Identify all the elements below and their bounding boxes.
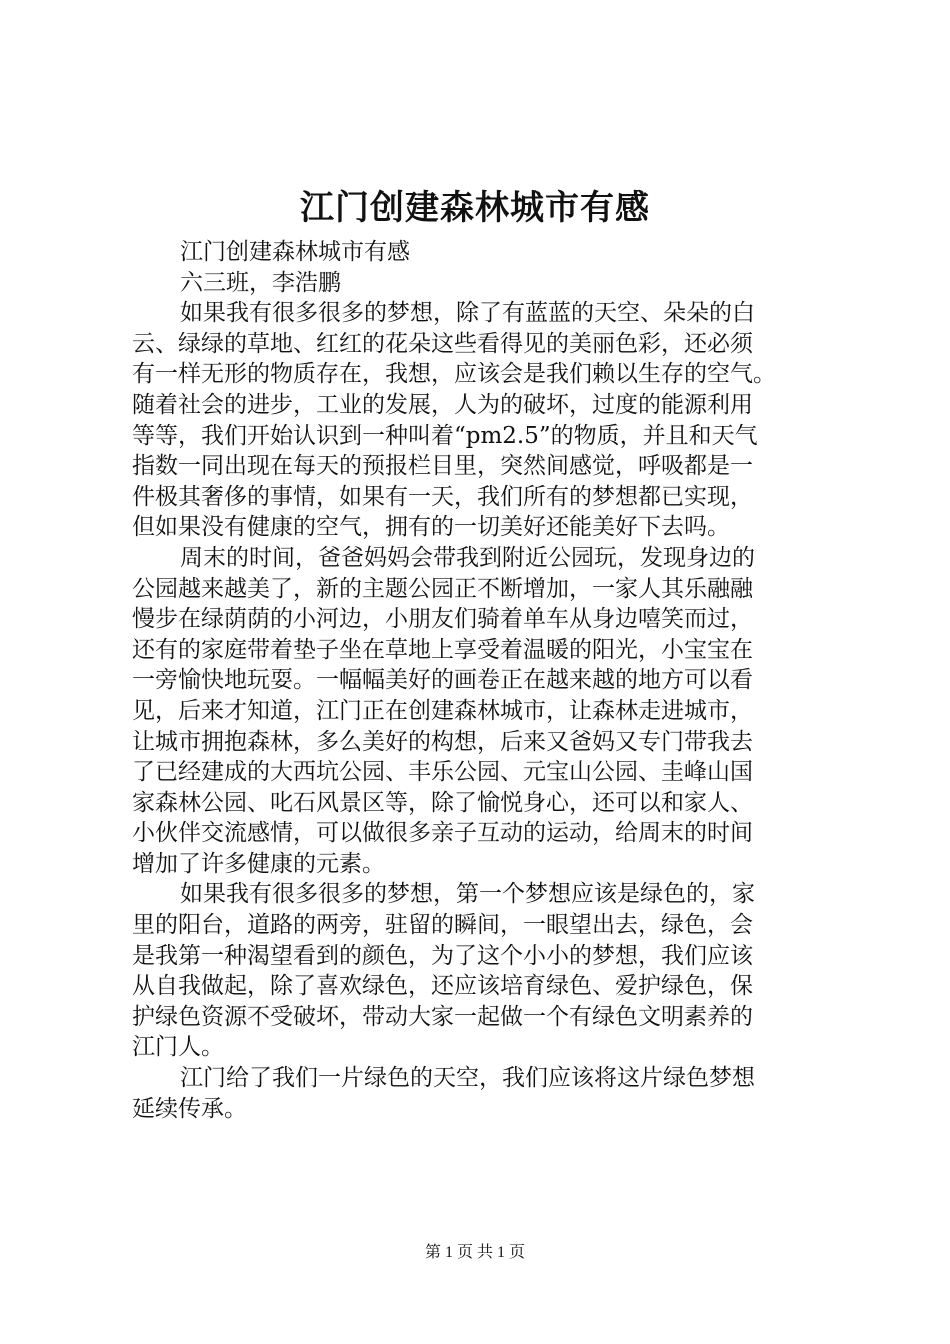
text-line: 还有的家庭带着垫子坐在草地上享受着温暖的阳光，小宝宝在 <box>132 636 753 663</box>
text-line: 有一样无形的物质存在，我想，应该会是我们赖以生存的空气。 <box>132 361 776 388</box>
text-line: 慢步在绿荫荫的小河边，小朋友们骑着单车从身边嘻笑而过， <box>132 606 753 633</box>
text-line: 江门人。 <box>132 1034 224 1061</box>
text-line: 如果我有很多很多的梦想，第一个梦想应该是绿色的，家 <box>180 881 755 908</box>
text-line: 随着社会的进步，工业的发展，人为的破坏，过度的能源利用 <box>132 391 753 418</box>
text-line: 家森林公园、叱石风景区等，除了愉悦身心，还可以和家人、 <box>132 789 753 816</box>
text-line: 指数一同出现在每天的预报栏目里，突然间感觉，呼吸都是一 <box>132 453 753 480</box>
text-line: 江门创建森林城市有感 <box>180 239 410 265</box>
text-line: 从自我做起，除了喜欢绿色，还应该培育绿色、爱护绿色，保 <box>132 973 753 1000</box>
text-line: 见，后来才知道，江门正在创建森林城市，让森林走进城市， <box>132 697 753 724</box>
text-line: 了已经建成的大西坑公园、丰乐公园、元宝山公园、圭峰山国 <box>132 759 753 786</box>
text-line: 护绿色资源不受破坏，带动大家一起做一个有绿色文明素养的 <box>132 1003 753 1030</box>
text-line: 一旁愉快地玩耍。一幅幅美好的画卷正在越来越的地方可以看 <box>132 667 753 694</box>
page-footer: 第 1 页 共 1 页 <box>424 1244 525 1261</box>
text-line: 公园越来越美了，新的主题公园正不断增加，一家人其乐融融 <box>132 575 753 602</box>
text-line: 云、绿绿的草地、红红的花朵这些看得见的美丽色彩，还必须 <box>132 330 753 357</box>
text-line: 周末的时间，爸爸妈妈会带我到附近公园玩，发现身边的 <box>180 544 755 571</box>
text-line: 是我第一种渴望看到的颜色，为了这个小小的梦想，我们应该 <box>132 942 753 969</box>
document-body <box>132 237 832 1124</box>
text-line: 如果我有很多很多的梦想，除了有蓝蓝的天空、朵朵的白 <box>180 300 755 327</box>
page-title: 江门创建森林城市有感 <box>300 188 650 228</box>
text-line: 延续传承。 <box>132 1095 247 1122</box>
text-line: 让城市拥抱森林，多么美好的构想，后来又爸妈又专门带我去 <box>132 728 753 755</box>
text-line: 江门给了我们一片绿色的天空，我们应该将这片绿色梦想 <box>180 1065 755 1092</box>
text-line: 里的阳台，道路的两旁，驻留的瞬间，一眼望出去，绿色，会 <box>132 912 753 939</box>
text-line: 等等，我们开始认识到一种叫着“pm2.5”的物质，并且和天气 <box>132 422 758 449</box>
text-line: 增加了许多健康的元素。 <box>132 850 385 877</box>
text-line: 六三班，李浩鹏 <box>180 269 341 296</box>
text-line: 小伙伴交流感情，可以做很多亲子互动的运动，给周末的时间 <box>132 820 753 847</box>
text-line: 件极其奢侈的事情，如果有一天，我们所有的梦想都已实现， <box>132 483 753 510</box>
text-line: 但如果没有健康的空气，拥有的一切美好还能美好下去吗。 <box>132 514 730 541</box>
